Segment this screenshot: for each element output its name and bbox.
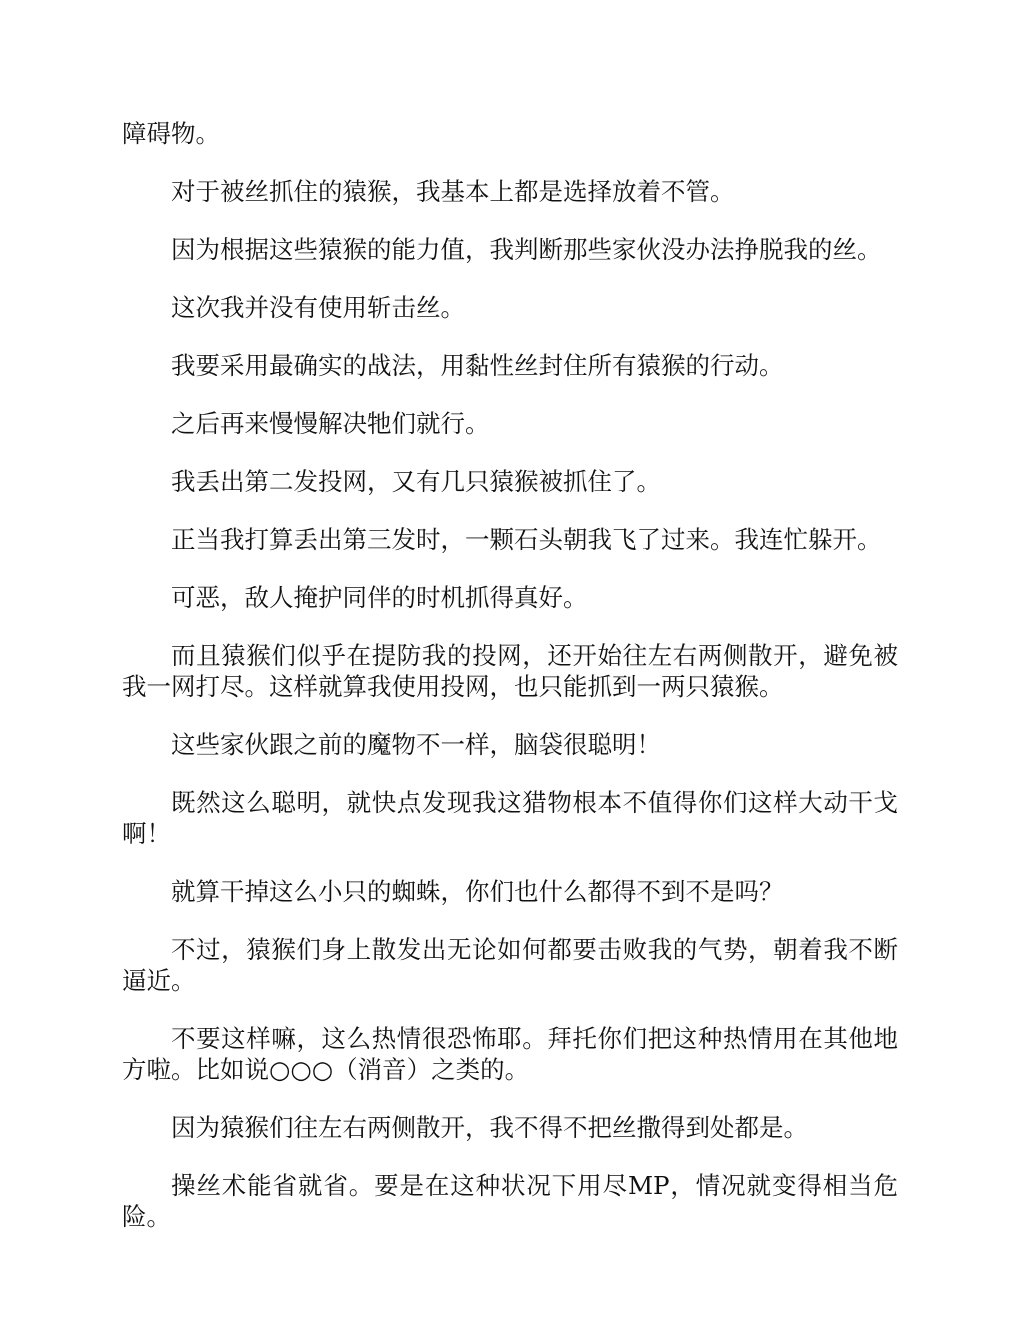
text-body [122, 118, 898, 1259]
paragraph: 这些家伙跟之前的魔物不一样，脑袋很聪明！ [171, 730, 661, 759]
paragraph: 我丢出第二发投网，又有几只猿猴被抓住了。 [171, 467, 661, 496]
paragraph: 这次我并没有使用斩击丝。 [171, 293, 465, 322]
paragraph: 而且猿猴们似乎在提防我的投网，还开始往左右两侧散开，避免被我一网打尽。这样就算我使用投网，也只能抓到一两只猿猴。 [122, 641, 898, 701]
paragraph: 不过，猿猴们身上散发出无论如何都要击败我的气势，朝着我不断逼近。 [122, 935, 898, 995]
paragraph: 对于被丝抓住的猿猴，我基本上都是选择放着不管。 [171, 177, 735, 206]
paragraph: 之后再来慢慢解决牠们就行。 [171, 409, 490, 438]
paragraph: 因为根据这些猿猴的能力值，我判断那些家伙没办法挣脱我的丝。 [171, 235, 882, 264]
paragraph: 不要这样嘛，这么热情很恐怖耶。拜托你们把这种热情用在其他地方啦。比如说○○○（消音）之类的。 [122, 1024, 898, 1084]
paragraph: 正当我打算丢出第三发时，一颗石头朝我飞了过来。我连忙躲开。 [171, 525, 882, 554]
paragraph: 障碍物。 [122, 119, 220, 148]
paragraph: 因为猿猴们往左右两侧散开，我不得不把丝撒得到处都是。 [171, 1113, 808, 1142]
paragraph: 就算干掉这么小只的蜘蛛，你们也什么都得不到不是吗？ [171, 877, 784, 906]
paragraph: 我要采用最确实的战法，用黏性丝封住所有猿猴的行动。 [171, 351, 784, 380]
paragraph: 可恶，敌人掩护同伴的时机抓得真好。 [171, 583, 588, 612]
paragraph: 既然这么聪明，就快点发现我这猎物根本不值得你们这样大动干戈啊！ [122, 788, 898, 848]
paragraph: 操丝术能省就省。要是在这种状况下用尽MP，情况就变得相当危险。 [122, 1171, 898, 1231]
